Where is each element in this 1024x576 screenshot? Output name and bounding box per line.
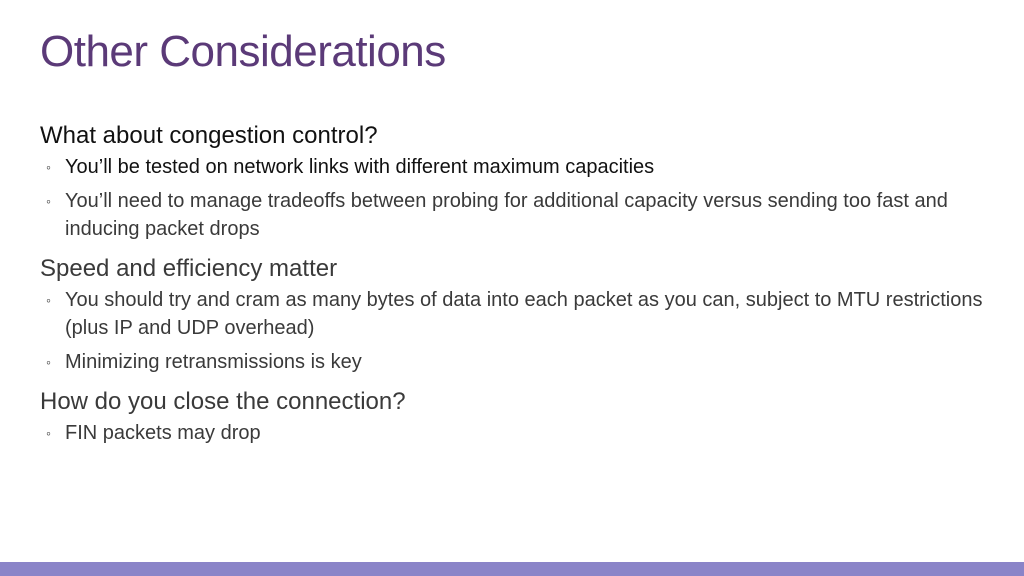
footer-accent-bar xyxy=(0,562,1024,576)
bullet-list xyxy=(40,419,990,447)
bullet-text: You’ll be tested on network links with different maximum capacities xyxy=(65,156,655,178)
section-heading: Speed and efficiency matter xyxy=(40,255,338,282)
list-item xyxy=(40,187,990,243)
list-item xyxy=(40,419,990,447)
section-congestion-control xyxy=(40,120,990,243)
hollow-circle-bullet-icon: ◦ xyxy=(46,193,51,209)
section-heading: How do you close the connection? xyxy=(40,388,406,415)
slide-title: Other Considerations xyxy=(40,27,446,76)
hollow-circle-bullet-icon: ◦ xyxy=(46,425,51,441)
bullet-text: FIN packets may drop xyxy=(65,422,261,444)
list-item xyxy=(40,153,990,181)
bullet-text: You should try and cram as many bytes of data into each packet as you can, subject to MTU restrictions (plus IP and UDP overhead) xyxy=(65,289,983,339)
section-close-connection xyxy=(40,386,990,447)
section-speed-efficiency xyxy=(40,253,990,376)
hollow-circle-bullet-icon: ◦ xyxy=(46,292,51,308)
bullet-list xyxy=(40,153,990,243)
hollow-circle-bullet-icon: ◦ xyxy=(46,159,51,175)
list-item xyxy=(40,348,990,376)
section-heading: What about congestion control? xyxy=(40,122,378,149)
bullet-list xyxy=(40,286,990,376)
slide-content xyxy=(40,120,990,457)
list-item xyxy=(40,286,990,342)
hollow-circle-bullet-icon: ◦ xyxy=(46,354,51,370)
bullet-text: You’ll need to manage tradeoffs between probing for additional capacity versus sending too fast and inducing packet drops xyxy=(65,190,948,240)
bullet-text: Minimizing retransmissions is key xyxy=(65,351,362,373)
